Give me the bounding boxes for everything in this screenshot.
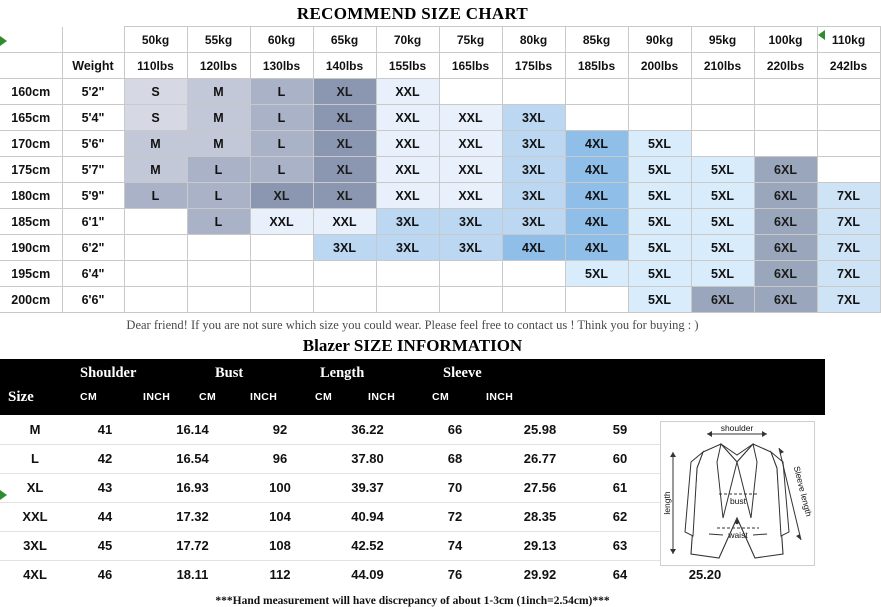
size-cell-7XL: 7XL — [817, 183, 880, 209]
size-cell-3XL: 3XL — [502, 157, 565, 183]
size-cell-empty — [187, 261, 250, 287]
size-cell-empty — [250, 261, 313, 287]
size-cell-empty — [628, 79, 691, 105]
weight-lbs-header-0: 110lbs — [124, 53, 187, 79]
blazer-header-band — [0, 359, 825, 415]
size-cell-empty — [691, 105, 754, 131]
table-row — [0, 209, 880, 235]
size-cell-empty — [691, 131, 754, 157]
contact-note: Dear friend! If you are not sure which size you could wear. Please feel free to contact us ! Think you for buying : ) — [126, 318, 699, 332]
size-cell-5XL: 5XL — [628, 287, 691, 313]
size-cell-6XL: 6XL — [754, 261, 817, 287]
size-cell-3XL: 3XL — [376, 209, 439, 235]
blazer-group-bust: Bust — [215, 365, 244, 381]
blazer-section-title: Blazer SIZE INFORMATION — [302, 336, 523, 355]
size-cell-6XL: 6XL — [691, 287, 754, 313]
diagram-label-length: length — [662, 491, 672, 515]
size-cell-XXL: XXL — [250, 209, 313, 235]
blazer-cell-bust-cm-5: 112 — [269, 567, 291, 583]
header-blank-3 — [0, 53, 62, 79]
blazer-size-table — [0, 415, 760, 589]
blazer-cell-length-inch-0: 25.98 — [490, 415, 590, 444]
size-cell-5XL: 5XL — [691, 261, 754, 287]
table-row — [0, 261, 880, 287]
blazer-cell-sleeve-inch-5: 25.20 — [688, 567, 722, 583]
weight-kg-header-5: 75kg — [439, 27, 502, 53]
size-cell-7XL: 7XL — [817, 287, 880, 313]
size-cell-empty — [124, 209, 187, 235]
blazer-cell-sleeve-cm-1: 60 — [590, 444, 650, 473]
size-cell-5XL: 5XL — [691, 209, 754, 235]
blazer-cell-bust-cm-2: 100 — [245, 473, 315, 502]
size-cell-XXL: XXL — [439, 183, 502, 209]
weight-kg-header-3: 65kg — [313, 27, 376, 53]
blazer-group-sleeve: Sleeve — [443, 365, 482, 381]
blazer-cell-length-cm-4: 74 — [420, 531, 490, 560]
blazer-cell-length-cm-5: 76 — [447, 567, 463, 583]
blazer-cell-shoulder-inch-0: 16.14 — [140, 415, 245, 444]
size-cell-empty — [565, 105, 628, 131]
size-cell-empty — [754, 105, 817, 131]
size-cell-3XL: 3XL — [502, 183, 565, 209]
size-cell-empty — [187, 287, 250, 313]
blazer-cell-length-inch-4: 29.13 — [490, 531, 590, 560]
table-row — [0, 287, 880, 313]
blazer-cell-size-4: 3XL — [0, 531, 70, 560]
blazer-table-row — [0, 473, 760, 502]
blazer-cell-shoulder-cm-2: 43 — [70, 473, 140, 502]
size-cell-6XL: 6XL — [754, 287, 817, 313]
size-cell-4XL: 4XL — [565, 235, 628, 261]
diagram-label-shoulder: shoulder — [720, 423, 754, 433]
blazer-cell-bust-inch-5: 44.09 — [351, 567, 384, 583]
blazer-cell-shoulder-cm-5: 46 — [97, 567, 113, 583]
size-cell-XXL: XXL — [376, 183, 439, 209]
blazer-cell-bust-cm-0: 92 — [245, 415, 315, 444]
header-blank-1 — [0, 27, 62, 53]
diagram-label-sleeve-length: Sleeve length — [791, 465, 814, 518]
blazer-table-row — [0, 531, 760, 560]
blazer-cell-size-5: 4XL — [23, 567, 47, 583]
size-cell-XL: XL — [313, 131, 376, 157]
size-cell-4XL: 4XL — [565, 209, 628, 235]
page-title: RECOMMEND SIZE CHART — [296, 4, 529, 23]
size-cell-5XL: 5XL — [628, 157, 691, 183]
size-cell-empty — [502, 287, 565, 313]
size-cell-empty — [565, 79, 628, 105]
blazer-cell-sleeve-cm-0: 59 — [590, 415, 650, 444]
table-row — [0, 235, 880, 261]
size-cell-5XL: 5XL — [691, 235, 754, 261]
measurement-disclaimer: ***Hand measurement will have discrepancy of about 1-3cm (1inch=2.54cm)*** — [215, 595, 610, 607]
size-cell-XXL: XXL — [439, 105, 502, 131]
recommend-size-chart — [0, 26, 881, 313]
size-cell-empty — [313, 261, 376, 287]
size-cell-empty — [817, 79, 880, 105]
blazer-unit-bust-cm: CM — [199, 391, 217, 403]
size-cell-XL: XL — [250, 183, 313, 209]
size-cell-3XL: 3XL — [439, 235, 502, 261]
size-cell-XL: XL — [313, 79, 376, 105]
weight-lbs-header-8: 200lbs — [628, 53, 691, 79]
weight-kg-header-6: 80kg — [502, 27, 565, 53]
size-cell-L: L — [187, 183, 250, 209]
size-cell-L: L — [187, 209, 250, 235]
table-row — [0, 105, 880, 131]
blazer-unit-shoulder-inch: INCH — [143, 391, 171, 403]
size-cell-XL: XL — [313, 105, 376, 131]
size-cell-3XL: 3XL — [313, 235, 376, 261]
size-cell-3XL: 3XL — [502, 131, 565, 157]
blazer-cell-bust-inch-4: 42.52 — [315, 531, 420, 560]
blazer-cell-shoulder-inch-5: 18.11 — [176, 567, 209, 583]
blazer-cell-sleeve-cm-2: 61 — [590, 473, 650, 502]
size-cell-5XL: 5XL — [691, 157, 754, 183]
size-cell-empty — [250, 287, 313, 313]
weight-kg-header-0: 50kg — [124, 27, 187, 53]
table-row — [0, 157, 880, 183]
blazer-cell-size-1: L — [0, 444, 70, 473]
size-cell-empty — [628, 105, 691, 131]
size-cell-L: L — [250, 131, 313, 157]
weight-lbs-header-3: 140lbs — [313, 53, 376, 79]
height-cm-6: 190cm — [0, 235, 62, 261]
size-cell-empty — [124, 261, 187, 287]
size-cell-empty — [502, 79, 565, 105]
blazer-unit-length-cm: CM — [315, 391, 333, 403]
size-cell-3XL: 3XL — [376, 235, 439, 261]
size-cell-M: M — [187, 131, 250, 157]
blazer-cell-shoulder-cm-4: 45 — [70, 531, 140, 560]
weight-lbs-header-4: 155lbs — [376, 53, 439, 79]
diagram-label-waist: waist — [728, 530, 748, 540]
size-cell-empty — [376, 261, 439, 287]
blazer-cell-bust-inch-2: 39.37 — [315, 473, 420, 502]
size-table-header-kg — [0, 27, 880, 53]
weight-kg-header-10: 100kg — [754, 27, 817, 53]
size-cell-empty — [817, 157, 880, 183]
size-cell-4XL: 4XL — [565, 157, 628, 183]
blazer-unit-sleeve-cm: CM — [432, 391, 450, 403]
diagram-label-bust: bust — [729, 496, 747, 506]
blazer-cell-size-0: M — [0, 415, 70, 444]
size-cell-empty — [313, 287, 376, 313]
height-ft-6: 6'2" — [62, 235, 124, 261]
size-cell-empty — [187, 235, 250, 261]
size-cell-M: M — [124, 131, 187, 157]
size-cell-empty — [754, 131, 817, 157]
blazer-cell-sleeve-cm-3: 62 — [590, 502, 650, 531]
size-cell-5XL: 5XL — [628, 209, 691, 235]
blazer-cell-length-inch-1: 26.77 — [490, 444, 590, 473]
blazer-cell-length-inch-3: 28.35 — [490, 502, 590, 531]
blazer-table-row — [0, 560, 760, 589]
blazer-cell-shoulder-inch-4: 17.72 — [140, 531, 245, 560]
blazer-table-row — [0, 502, 760, 531]
size-cell-L: L — [250, 79, 313, 105]
size-table-header-lbs — [0, 53, 880, 79]
table-row — [0, 79, 880, 105]
weight-kg-header-2: 60kg — [250, 27, 313, 53]
blazer-cell-shoulder-inch-1: 16.54 — [140, 444, 245, 473]
height-cm-7: 195cm — [0, 261, 62, 287]
size-cell-3XL: 3XL — [502, 105, 565, 131]
blazer-group-shoulder: Shoulder — [80, 365, 137, 381]
size-cell-XXL: XXL — [376, 79, 439, 105]
size-cell-4XL: 4XL — [565, 183, 628, 209]
weight-lbs-header-1: 120lbs — [187, 53, 250, 79]
blazer-cell-sleeve-cm-4: 63 — [590, 531, 650, 560]
weight-kg-header-4: 70kg — [376, 27, 439, 53]
height-ft-7: 6'4" — [62, 261, 124, 287]
blazer-cell-shoulder-inch-3: 17.32 — [140, 502, 245, 531]
height-cm-3: 175cm — [0, 157, 62, 183]
weight-kg-header-9: 95kg — [691, 27, 754, 53]
size-cell-7XL: 7XL — [817, 261, 880, 287]
size-cell-7XL: 7XL — [817, 235, 880, 261]
height-cm-2: 170cm — [0, 131, 62, 157]
height-cm-8: 200cm — [0, 287, 62, 313]
size-cell-empty — [502, 261, 565, 287]
blazer-table-row — [0, 415, 760, 444]
size-cell-empty — [754, 79, 817, 105]
size-cell-6XL: 6XL — [754, 183, 817, 209]
weight-lbs-header-2: 130lbs — [250, 53, 313, 79]
size-cell-5XL: 5XL — [565, 261, 628, 287]
height-cm-5: 185cm — [0, 209, 62, 235]
blazer-cell-sleeve-cm-5: 64 — [612, 567, 628, 583]
size-cell-5XL: 5XL — [691, 183, 754, 209]
weight-lbs-header-6: 175lbs — [502, 53, 565, 79]
height-cm-4: 180cm — [0, 183, 62, 209]
size-cell-XXL: XXL — [439, 131, 502, 157]
size-cell-4XL: 4XL — [565, 131, 628, 157]
blazer-unit-length-inch: INCH — [368, 391, 396, 403]
blazer-cell-bust-cm-1: 96 — [245, 444, 315, 473]
height-ft-3: 5'7" — [62, 157, 124, 183]
weight-kg-header-11: 110kg — [817, 27, 880, 53]
size-cell-5XL: 5XL — [628, 235, 691, 261]
size-cell-empty — [439, 79, 502, 105]
blazer-unit-bust-inch: INCH — [250, 391, 278, 403]
size-cell-L: L — [250, 105, 313, 131]
blazer-cell-shoulder-cm-0: 41 — [70, 415, 140, 444]
size-cell-6XL: 6XL — [754, 209, 817, 235]
weight-axis-label: Weight — [62, 53, 124, 79]
blazer-cell-shoulder-inch-2: 16.93 — [140, 473, 245, 502]
size-cell-L: L — [187, 157, 250, 183]
blazer-cell-length-cm-2: 70 — [420, 473, 490, 502]
blazer-cell-length-cm-3: 72 — [420, 502, 490, 531]
size-cell-3XL: 3XL — [502, 209, 565, 235]
weight-kg-header-7: 85kg — [565, 27, 628, 53]
size-cell-6XL: 6XL — [754, 157, 817, 183]
blazer-diagram — [660, 421, 815, 566]
size-cell-5XL: 5XL — [628, 183, 691, 209]
size-cell-empty — [691, 79, 754, 105]
size-cell-XXL: XXL — [313, 209, 376, 235]
weight-kg-header-8: 90kg — [628, 27, 691, 53]
size-cell-empty — [565, 287, 628, 313]
blazer-cell-bust-inch-1: 37.80 — [315, 444, 420, 473]
size-cell-XL: XL — [313, 183, 376, 209]
size-cell-empty — [439, 287, 502, 313]
blazer-diagram-svg — [661, 422, 814, 565]
size-cell-5XL: 5XL — [628, 131, 691, 157]
height-cm-1: 165cm — [0, 105, 62, 131]
blazer-cell-bust-cm-3: 104 — [245, 502, 315, 531]
table-row — [0, 183, 880, 209]
blazer-unit-shoulder-cm: CM — [80, 391, 98, 403]
blazer-cell-length-inch-2: 27.56 — [490, 473, 590, 502]
height-ft-5: 6'1" — [62, 209, 124, 235]
weight-lbs-header-11: 242lbs — [817, 53, 880, 79]
size-cell-XXL: XXL — [439, 157, 502, 183]
header-blank-2 — [62, 27, 124, 53]
height-ft-8: 6'6" — [62, 287, 124, 313]
size-cell-M: M — [187, 79, 250, 105]
blazer-group-length: Length — [320, 365, 365, 381]
blazer-cell-length-inch-5: 29.92 — [523, 567, 557, 583]
blazer-size-label: Size — [8, 389, 34, 405]
height-ft-0: 5'2" — [62, 79, 124, 105]
blazer-cell-length-cm-1: 68 — [420, 444, 490, 473]
blazer-cell-length-cm-0: 66 — [420, 415, 490, 444]
size-cell-empty — [124, 235, 187, 261]
size-cell-L: L — [124, 183, 187, 209]
blazer-cell-bust-cm-4: 108 — [245, 531, 315, 560]
blazer-table-row — [0, 444, 760, 473]
blazer-unit-sleeve-inch: INCH — [486, 391, 514, 403]
size-cell-empty — [817, 131, 880, 157]
size-cell-XXL: XXL — [376, 131, 439, 157]
size-cell-L: L — [250, 157, 313, 183]
blazer-cell-size-2: XL — [0, 473, 70, 502]
size-cell-XL: XL — [313, 157, 376, 183]
size-cell-empty — [439, 261, 502, 287]
height-cm-0: 160cm — [0, 79, 62, 105]
size-cell-XXL: XXL — [376, 105, 439, 131]
size-cell-S: S — [124, 79, 187, 105]
size-cell-S: S — [124, 105, 187, 131]
size-cell-5XL: 5XL — [628, 261, 691, 287]
table-row — [0, 131, 880, 157]
size-cell-3XL: 3XL — [439, 209, 502, 235]
weight-kg-header-1: 55kg — [187, 27, 250, 53]
size-cell-empty — [124, 287, 187, 313]
blazer-cell-bust-inch-0: 36.22 — [315, 415, 420, 444]
blazer-cell-shoulder-cm-1: 42 — [70, 444, 140, 473]
height-ft-2: 5'6" — [62, 131, 124, 157]
size-cell-M: M — [187, 105, 250, 131]
blazer-cell-shoulder-cm-3: 44 — [70, 502, 140, 531]
size-cell-XXL: XXL — [376, 157, 439, 183]
blazer-cell-bust-inch-3: 40.94 — [315, 502, 420, 531]
size-cell-4XL: 4XL — [502, 235, 565, 261]
size-cell-6XL: 6XL — [754, 235, 817, 261]
weight-lbs-header-5: 165lbs — [439, 53, 502, 79]
size-cell-M: M — [124, 157, 187, 183]
height-ft-1: 5'4" — [62, 105, 124, 131]
weight-lbs-header-9: 210lbs — [691, 53, 754, 79]
blazer-cell-size-3: XXL — [0, 502, 70, 531]
height-ft-4: 5'9" — [62, 183, 124, 209]
size-cell-empty — [817, 105, 880, 131]
weight-lbs-header-7: 185lbs — [565, 53, 628, 79]
size-cell-empty — [250, 235, 313, 261]
size-cell-7XL: 7XL — [817, 209, 880, 235]
size-cell-empty — [376, 287, 439, 313]
weight-lbs-header-10: 220lbs — [754, 53, 817, 79]
